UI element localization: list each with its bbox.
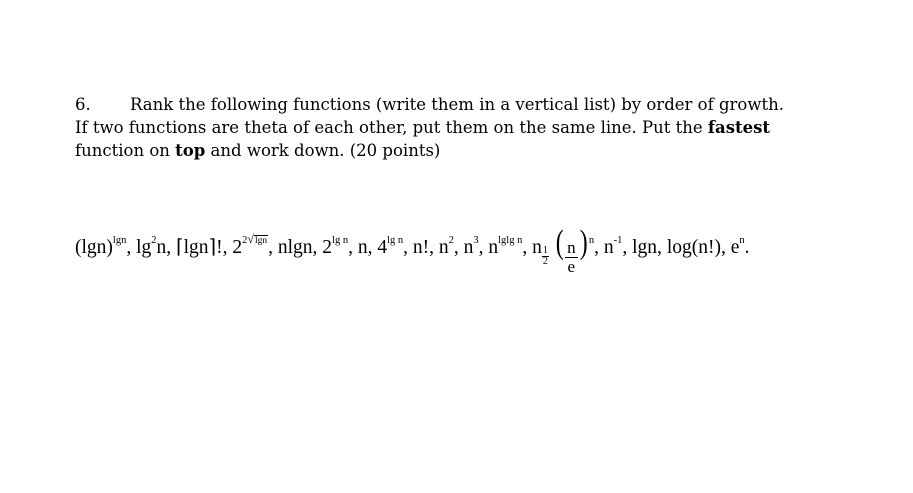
question-text-part2: If two functions are theta of each other, put them on the same line. Put the — [75, 118, 703, 137]
function-15: $n^{-1}$ — [603, 235, 623, 258]
function-2: $\lg^2n$, — [136, 235, 172, 258]
question-text-part1: Rank the following functions (write them in a vertical list) by order of growth. — [130, 95, 784, 114]
function-17: log(n!), — [666, 237, 726, 258]
function-11: $n^3$ — [463, 235, 479, 258]
function-4: $2^{2√lgn}$ — [232, 232, 268, 258]
function-10: $n^2$ — [438, 235, 454, 258]
fastest-emphasis: fastest — [707, 118, 771, 137]
function-6: $2^{lg n}$ — [322, 235, 349, 258]
function-13: n $\frac{1}{2}$ — [532, 237, 548, 267]
question-text-part4: and work down. (20 points) — [210, 141, 441, 160]
top-emphasis: top — [175, 141, 206, 160]
question-text-part3: function on — [75, 141, 170, 160]
function-1: $(\lg n)^{lgn}$ — [75, 235, 127, 258]
function-5: nlgn, — [277, 237, 318, 258]
function-14: ( $\frac{n}{e}$ ) $^n$ — [555, 224, 595, 276]
function-18: $e^n$ — [730, 235, 745, 258]
function-8: $4^{lg n}$ — [377, 235, 404, 258]
function-12: $n^{lglg n}$ — [488, 235, 523, 258]
question-number: 6. — [75, 95, 91, 114]
function-16: lgn, — [632, 237, 662, 258]
function-9: n!, — [412, 237, 435, 258]
function-3: ⌈lgn⌉!, — [176, 237, 228, 258]
question-line-1 — [75, 93, 835, 116]
question-line-3 — [75, 139, 835, 162]
function-7: n, — [357, 237, 373, 258]
question-text — [75, 93, 835, 162]
question-line-2 — [75, 116, 835, 139]
function-list: $(\lg n)^{lgn}$, $\lg^2n$, ⌈lgn⌉!, $2^{2√lgn}$, nlgn, $2^{lg n}$, n, $4^{lg n}$, n!, $n^2$, $n^3$, $n^{lglg n}$, n $\frac{1}{2}$ ( $\frac{n}{e}$ ) $^n$, $n^{-1}$, lgn, log(n!), $e^n$. — [75, 224, 750, 276]
